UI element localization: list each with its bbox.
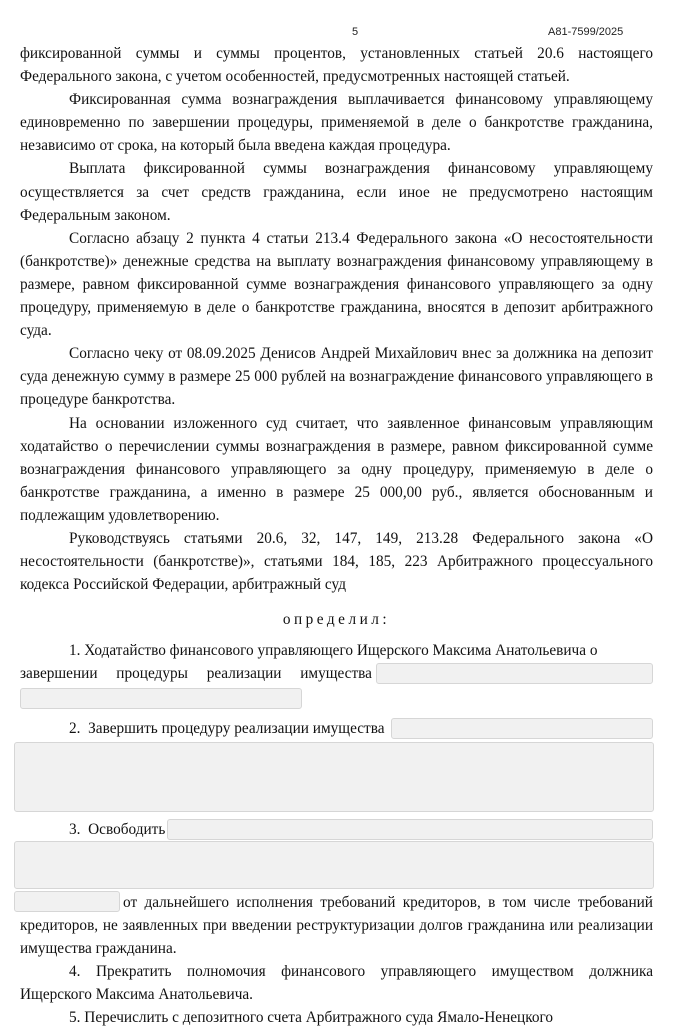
case-number: А81-7599/2025 bbox=[548, 26, 624, 38]
paragraph: Согласно абзацу 2 пункта 4 статьи 213.4 Федерального закона «О несостоятельности (банкротстве)» денежные средства на выплату вознаграждения финансовому управляющему в размере, равном фиксированной сумме вознаграждения финансового управляющего за одну процедуру, применяемую в деле о банкротстве гражданина, вносятся в депозит арбитражного суда. bbox=[20, 229, 653, 340]
paragraph: Согласно чеку от 08.09.2025 Денисов Андрей Михайлович внес за должника на депозит суда денежную сумму в размере 25 000 рублей на вознаграждение финансового управляющего в процедуре банкротства. bbox=[20, 345, 653, 409]
item-1-line-1: 1. Ходатайство финансового управляющего Ищерского Максима Анатольевича о bbox=[69, 642, 598, 660]
paragraph: На основании изложенного суд считает, что заявленное финансовым управляющим ходатайство о перечислении суммы вознаграждения в размере, равном фиксированной сумме вознаграждения финансового управляющего за одну процедуру, применяемую в деле о банкротстве гражданина, а именно в размере 25 000,00 руб., является обоснованным и подлежащим удовлетворению. bbox=[20, 414, 653, 524]
redaction-box bbox=[20, 688, 302, 709]
item-2-text: 2. Завершить процедуру реализации имущества bbox=[69, 719, 385, 737]
redaction-box bbox=[391, 718, 653, 739]
item-1-line-2 bbox=[20, 662, 653, 685]
redaction-box bbox=[14, 742, 654, 812]
paragraph: Руководствуясь статьями 20.6, 32, 147, 149, 213.28 Федерального закона «О несостоятельности (банкротстве)», статьями 184, 185, 223 Арбитражного процессуального кодекса Российской Федерации, арбитражный суд bbox=[20, 529, 653, 594]
redaction-box bbox=[14, 841, 654, 889]
paragraph: Фиксированная сумма вознаграждения выплачивается финансовому управляющему единовременно по завершении процедуры, применяемой в деле о банкротстве гражданина, независимо от срока, на который была введена каждая процедура. bbox=[20, 91, 653, 155]
item-3-rest-text: от дальнейшего исполнения требований кредиторов, в том числе требований кредиторов, не заявленных при введении реструктуризации долгов гражданина или реализации имущества гражданина. bbox=[20, 893, 653, 957]
redaction-box bbox=[167, 819, 653, 840]
page-number: 5 bbox=[352, 26, 359, 38]
redaction-box bbox=[376, 663, 653, 684]
item-2-line bbox=[20, 717, 653, 740]
item-1-text: завершении процедуры реализации имущества bbox=[20, 665, 372, 683]
resolution-heading: определил: bbox=[282, 611, 391, 629]
redaction-box bbox=[14, 891, 120, 912]
document-body bbox=[20, 42, 653, 1029]
paragraph: Выплата фиксированной суммы вознаграждения финансовому управляющему осуществляется за счет средств гражданина, если иное не предусмотрено настоящим Федеральным законом. bbox=[20, 160, 653, 224]
paragraph: фиксированной суммы и суммы процентов, установленных статьей 20.6 настоящего Федерального закона, с учетом особенностей, предусмотренных настоящей статьей. bbox=[20, 45, 653, 86]
item-3-text: 3. Освободить bbox=[69, 820, 166, 838]
item-3-line bbox=[20, 818, 653, 841]
item-3-continuation bbox=[20, 891, 653, 960]
item-4: 4. Прекратить полномочия финансового управляющего имуществом должника Ищерского Максима Анатольевича. bbox=[20, 963, 653, 1004]
item-5: 5. Перечислить с депозитного счета Арбитражного суда Ямало-Ненецкого bbox=[69, 1009, 554, 1027]
